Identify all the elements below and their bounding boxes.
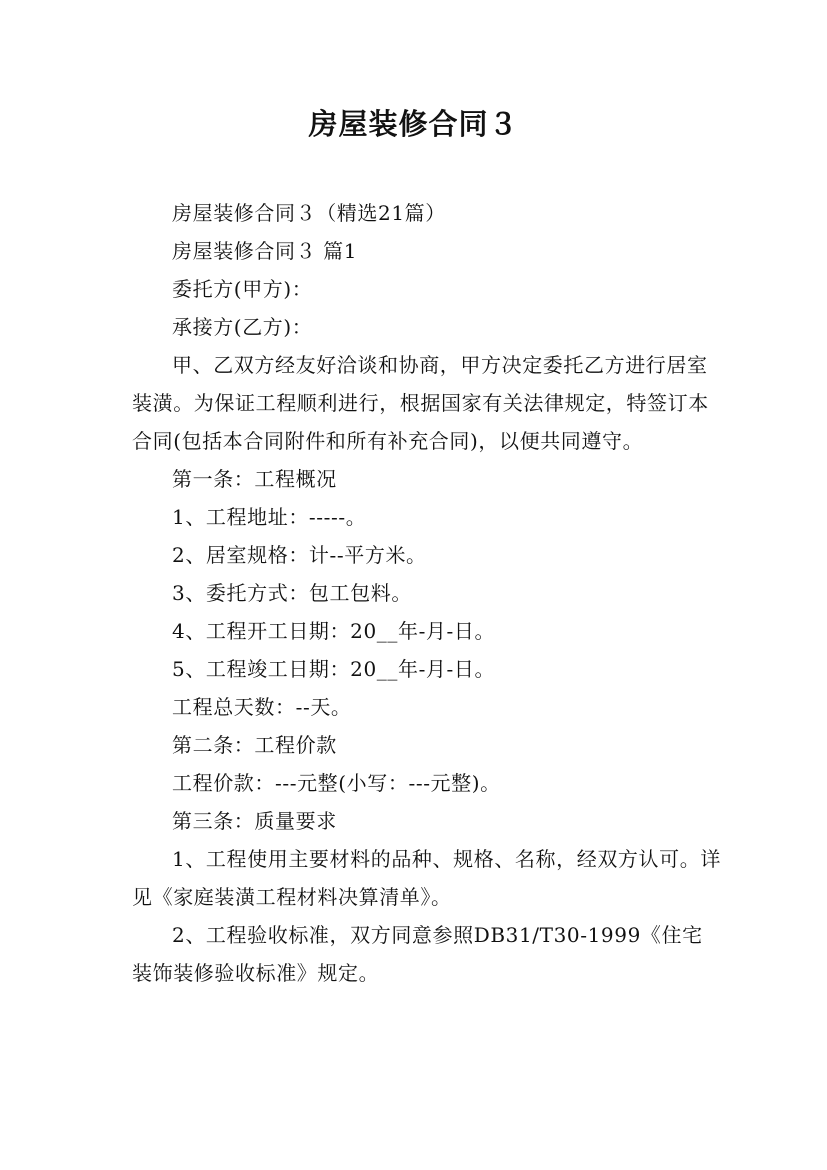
paragraph-clause-two-heading: 第二条：工程价款	[172, 733, 337, 757]
paragraph-completion-date: 5、工程竣工日期：20__年-月-日。	[172, 657, 496, 681]
paragraph-room-size: 2、居室规格：计--平方米。	[172, 543, 427, 567]
paragraph-contract-mode: 3、委托方式：包工包料。	[172, 581, 412, 605]
paragraph-start-date: 4、工程开工日期：20__年-月-日。	[172, 619, 496, 643]
paragraph-party-a: 委托方(甲方)：	[172, 277, 313, 301]
paragraph-article-heading: 房屋装修合同３ 篇1	[172, 239, 358, 263]
document-body	[132, 194, 722, 992]
paragraph-collection-title: 房屋装修合同３（精选21篇）	[172, 201, 446, 225]
paragraph-party-b: 承接方(乙方)：	[172, 315, 313, 339]
paragraph-clause-one-heading: 第一条：工程概况	[172, 467, 337, 491]
paragraph-project-address: 1、工程地址：-----。	[172, 505, 367, 529]
paragraph-preamble: 甲、乙双方经友好洽谈和协商，甲方决定委托乙方进行居室装潢。为保证工程顺利进行，根据国家有关法律规定，特签订本合同(包括本合同附件和所有补充合同)，以便共同遵守。	[132, 353, 709, 453]
paragraph-acceptance-standard: 2、工程验收标准，双方同意参照DB31/T30-1999《住宅装饰装修验收标准》规定。	[132, 923, 703, 985]
paragraph-clause-three-heading: 第三条：质量要求	[172, 809, 337, 833]
paragraph-total-days: 工程总天数：--天。	[172, 695, 352, 719]
paragraph-materials: 1、工程使用主要材料的品种、规格、名称，经双方认可。详见《家庭装潢工程材料决算清单》。	[132, 847, 721, 909]
document-title: 房屋装修合同３	[308, 107, 519, 141]
paragraph-project-price: 工程价款：---元整(小写：---元整)。	[172, 771, 501, 795]
